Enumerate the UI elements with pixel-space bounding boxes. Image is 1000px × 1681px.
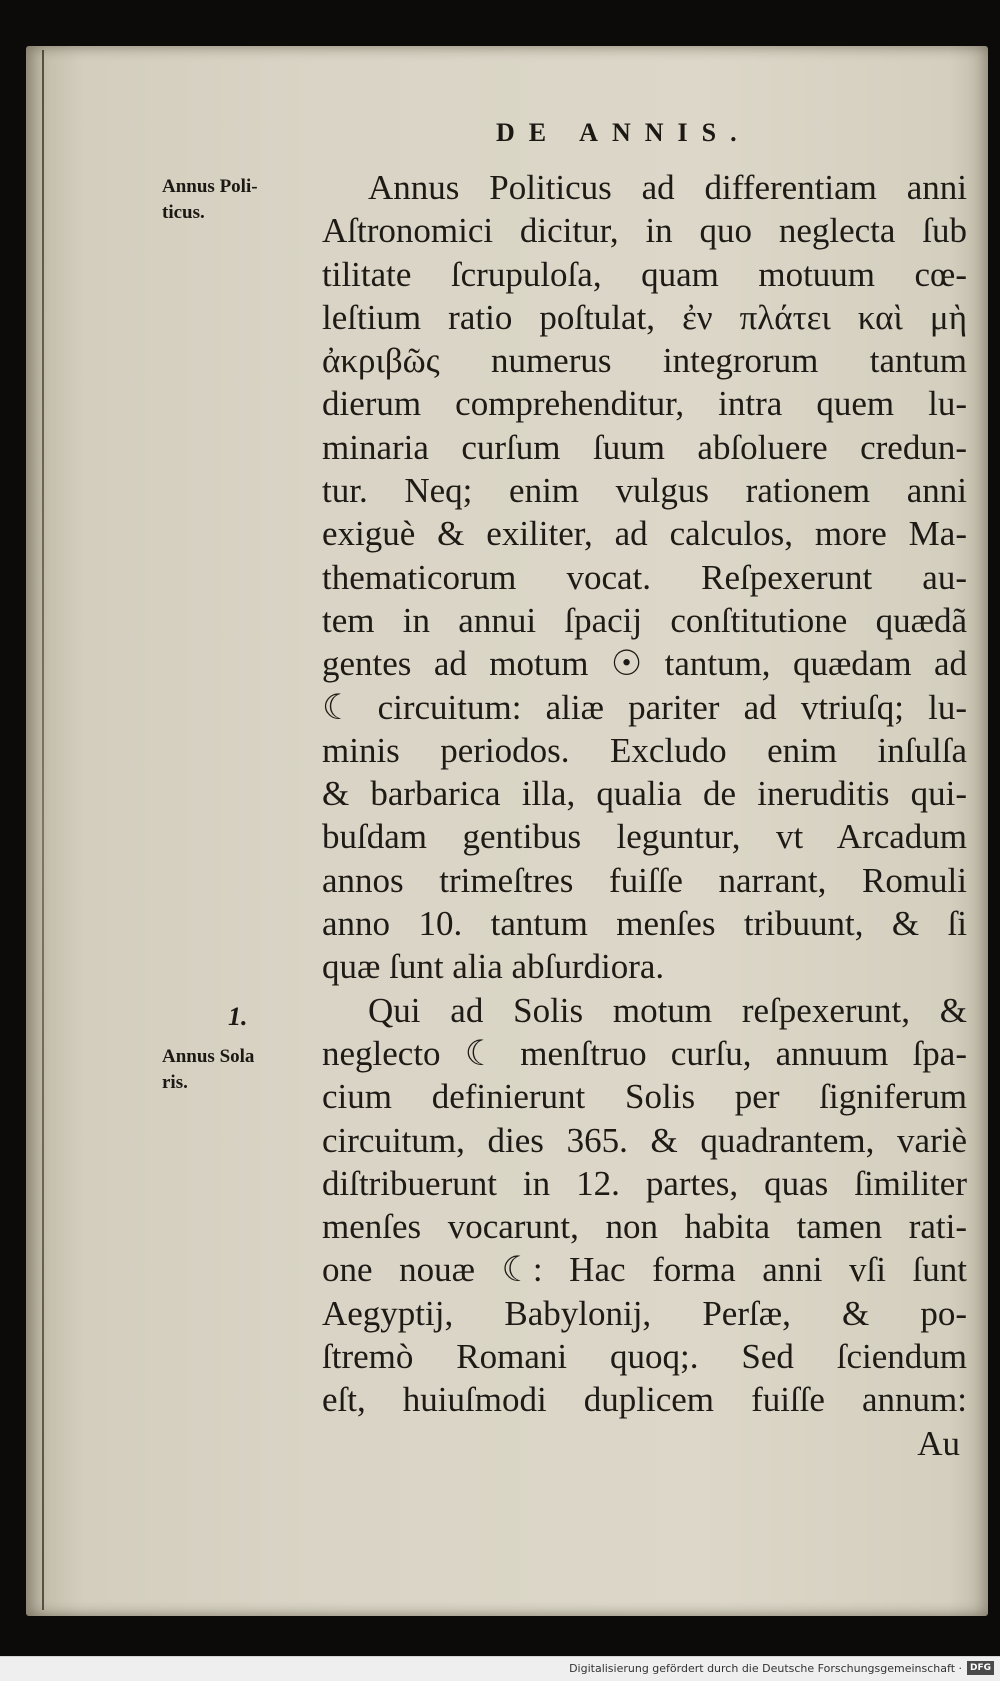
text-line: quæ ſunt alia abſurdiora. xyxy=(322,947,665,987)
text-line: menſes vocarunt, non habita tamen rati- xyxy=(322,1207,967,1247)
text-line: minis periodos. Excludo enim inſulſa xyxy=(322,730,967,770)
text-line: exiguè & exiliter, ad calculos, more Ma- xyxy=(322,514,967,554)
text-line: Aſtronomici dicitur, in quo neglecta ſub xyxy=(322,211,967,251)
text-line: Qui ad Solis motum reſpexerunt, & xyxy=(368,990,967,1030)
text-line: ſtremò Romani quoq;. Sed ſciendum xyxy=(322,1337,967,1377)
page-gutter xyxy=(42,50,44,1610)
dfg-logo: DFG xyxy=(967,1661,994,1675)
text-line: ἀκριβῶς numerus integrorum tantum xyxy=(322,341,967,381)
text-line: minaria curſum ſuum abſoluere credun- xyxy=(322,427,967,467)
margin-note-line: Annus Poli- xyxy=(162,176,258,197)
text-line: tilitate ſcrupuloſa, quam motuum cœ- xyxy=(322,254,967,294)
text-line: anno 10. tantum menſes tribuunt, & ſi xyxy=(322,904,967,944)
margin-note-line: ticus. xyxy=(162,202,205,223)
text-line: cium definierunt Solis per ſigniferum xyxy=(322,1077,967,1117)
text-line: annos trimeſtres fuiſſe narrant, Romuli xyxy=(322,860,967,900)
margin-note-annus-solaris xyxy=(162,1044,302,1096)
body-text xyxy=(322,166,967,1422)
text-line: gentes ad motum ☉ tantum, quædam ad xyxy=(322,644,967,684)
text-line: leſtium ratio poſtulat, ἐν πλάτει καὶ μὴ xyxy=(322,297,967,337)
footer-bar xyxy=(0,1656,1000,1681)
text-line: buſdam gentibus leguntur, vt Arcadum xyxy=(322,817,967,857)
text-line: thematicorum vocat. Reſpexerunt au- xyxy=(322,557,967,597)
text-line: diſtribuerunt in 12. partes, quas ſimiliter xyxy=(322,1163,967,1203)
footer-credit: Digitalisierung gefördert durch die Deutsche Forschungsgemeinschaft · xyxy=(569,1662,962,1675)
margin-note-line: ris. xyxy=(162,1072,188,1093)
text-line: Aegyptij, Babylonij, Perſæ, & po- xyxy=(322,1293,967,1333)
text-line: & barbarica illa, qualia de ineruditis qui- xyxy=(322,774,967,814)
text-line: tem in annui ſpacij conſtitutione quædã xyxy=(322,600,967,640)
section-marker: 1. xyxy=(228,1002,248,1031)
text-line: tur. Neq; enim vulgus rationem anni xyxy=(322,471,967,511)
text-line: ☾ circuitum: aliæ pariter ad vtriuſq; lu- xyxy=(322,687,967,727)
text-line: one nouæ ☾: Hac forma anni vſi ſunt xyxy=(322,1250,967,1290)
text-line: Annus Politicus ad differentiam anni xyxy=(368,168,967,207)
margin-note-line: Annus Sola xyxy=(162,1046,255,1067)
running-header: DE ANNIS. xyxy=(496,118,751,147)
text-line: dierum comprehenditur, intra quem lu- xyxy=(322,384,967,424)
margin-note-annus-politicus xyxy=(162,174,302,226)
text-line: neglecto ☾ menſtruo curſu, annuum ſpa- xyxy=(322,1033,967,1073)
text-line: circuitum, dies 365. & quadrantem, variè xyxy=(322,1120,967,1160)
catchword: Au xyxy=(917,1424,960,1463)
text-line: eſt, huiuſmodi duplicem fuiſſe annum: xyxy=(322,1380,967,1420)
